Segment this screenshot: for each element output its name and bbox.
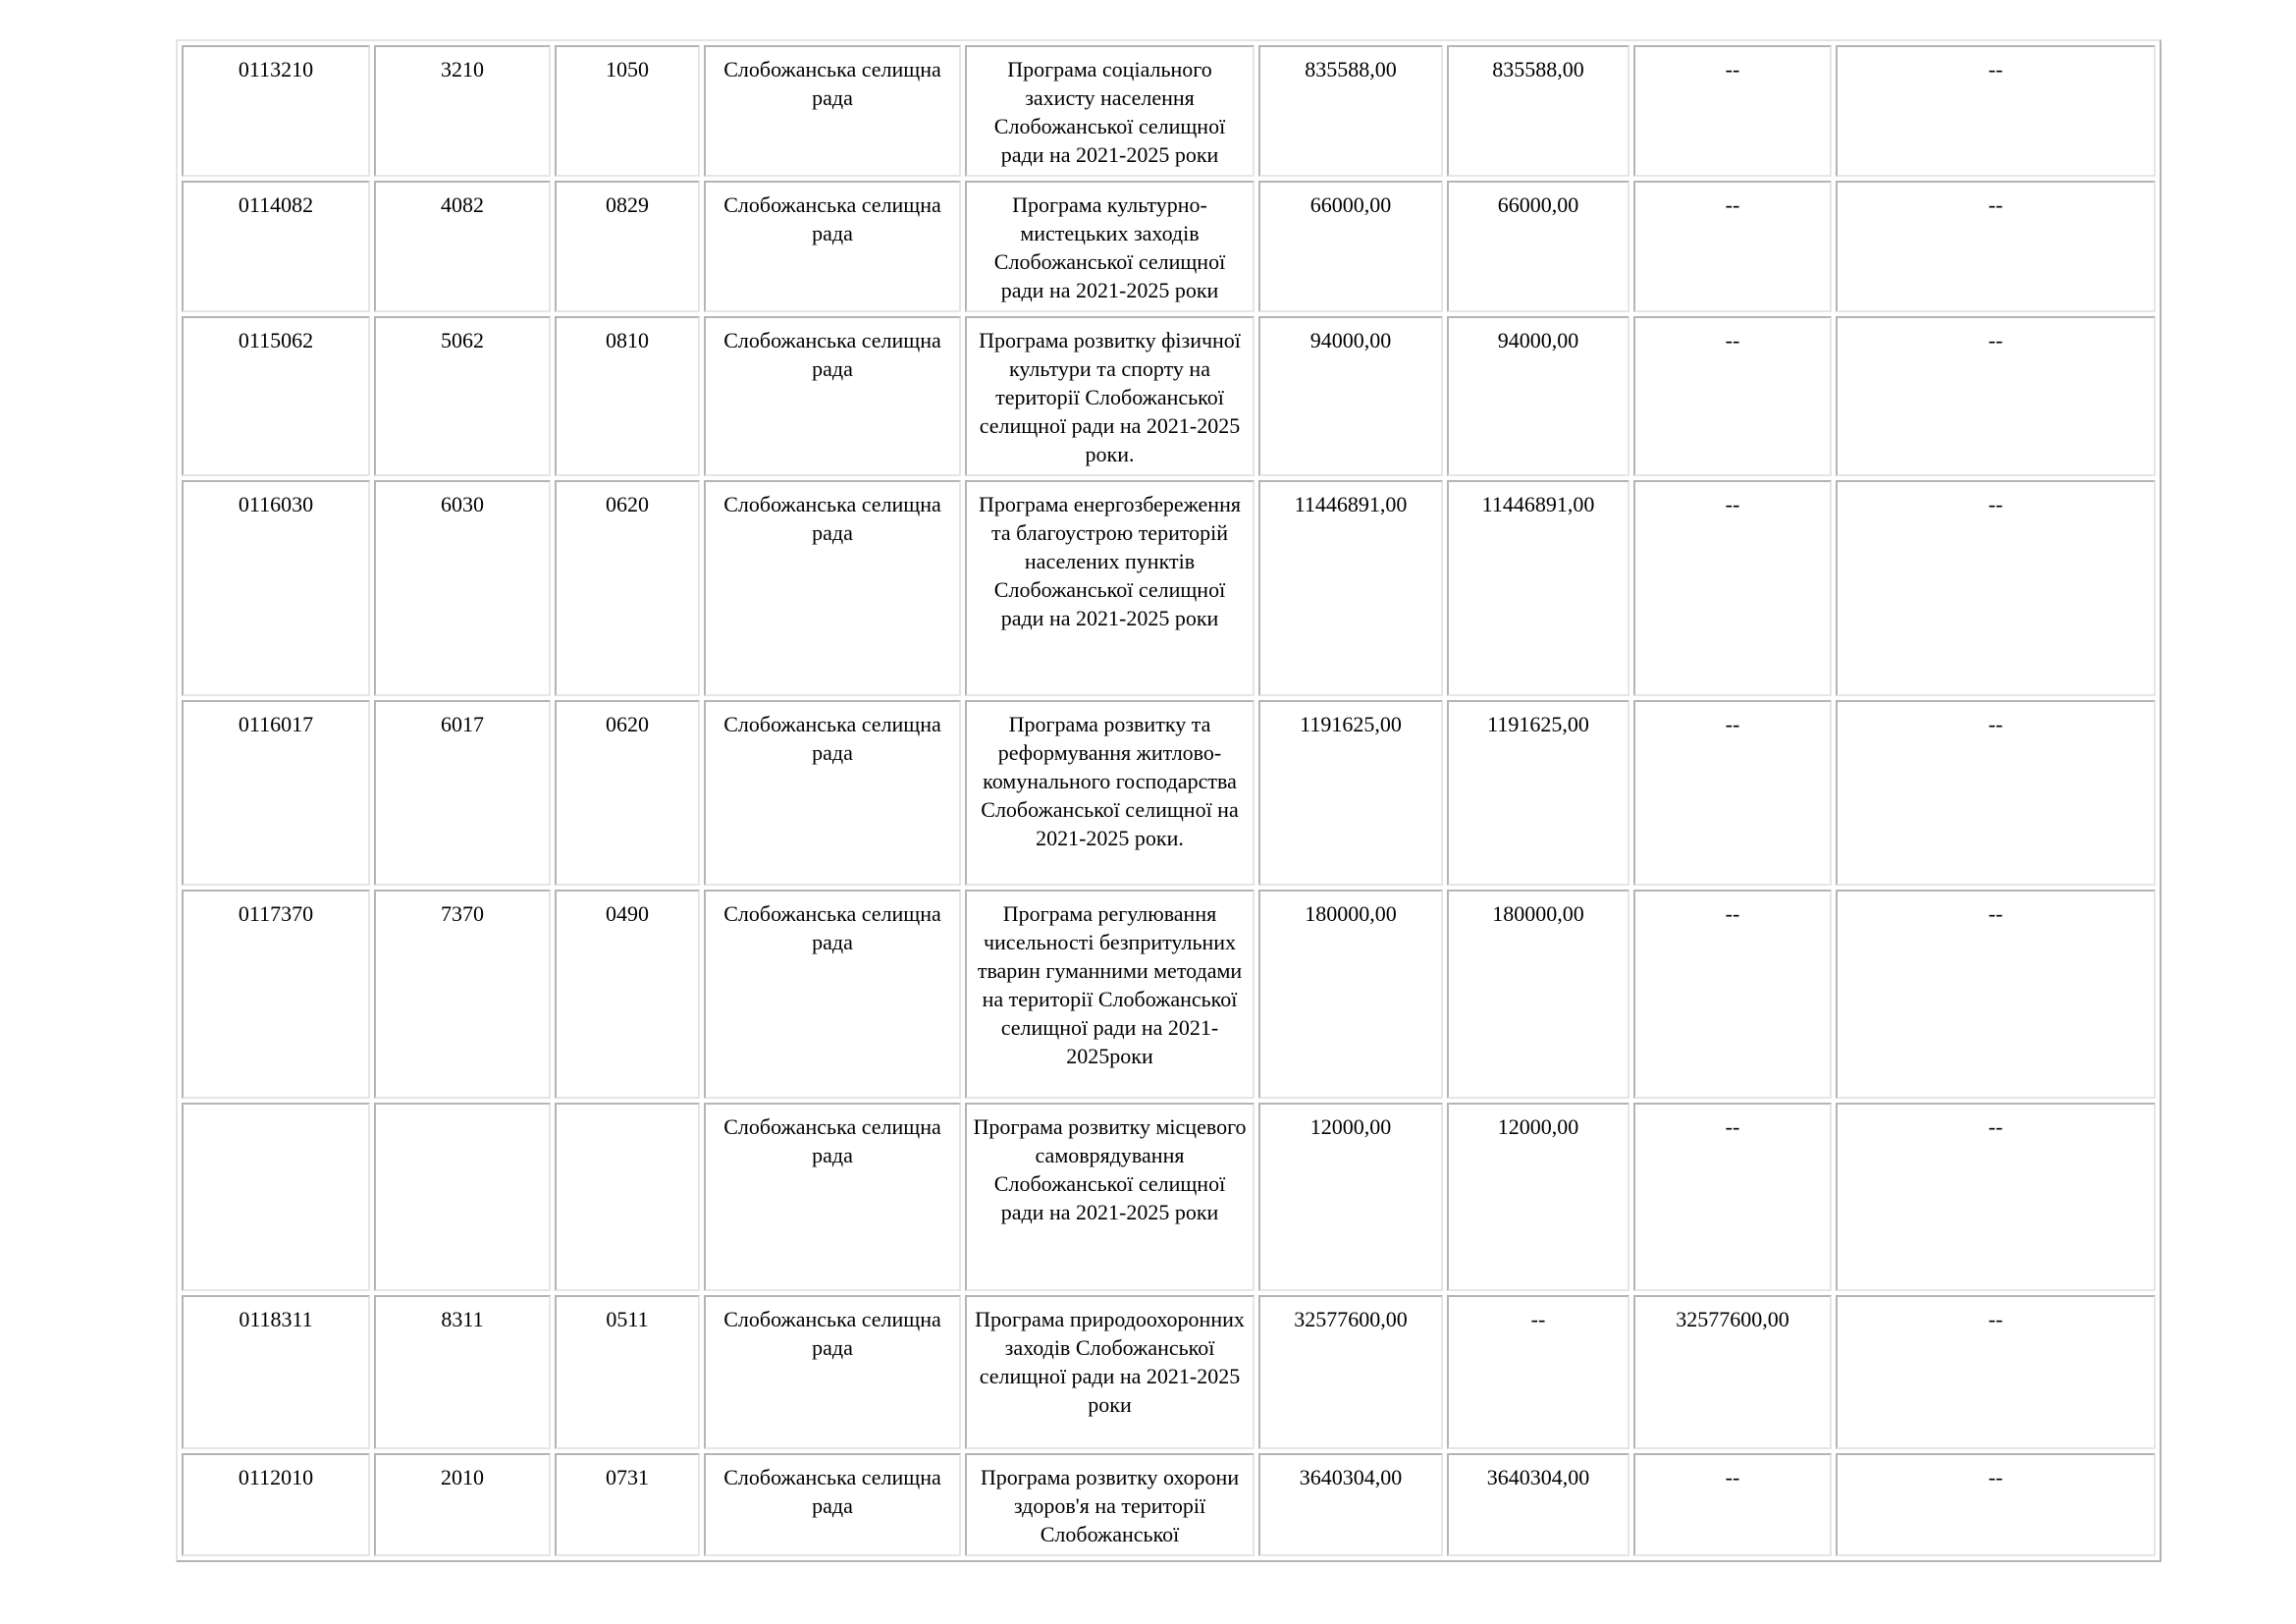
kekv-cell: 3210 <box>374 45 551 177</box>
program-name-cell: Програма регулювання чисельності безпритульних тварин гуманними методами на території Слобожанської селищної ради на 2021-2025роки <box>965 890 1255 1099</box>
kekv-cell: 6030 <box>374 480 551 696</box>
amount-total-cell: 32577600,00 <box>1258 1295 1443 1449</box>
amount-general-cell: 180000,00 <box>1447 890 1629 1099</box>
amount-other-cell: -- <box>1836 890 2156 1099</box>
amount-other-cell: -- <box>1836 1453 2156 1556</box>
program-code-cell: 0116030 <box>182 480 370 696</box>
kfk-cell: 0620 <box>555 700 700 886</box>
executor-cell: Слобожанська селищна рада <box>704 1103 961 1291</box>
kfk-cell <box>555 1103 700 1291</box>
table-row <box>182 890 2156 1099</box>
kfk-cell: 0490 <box>555 890 700 1099</box>
amount-general-cell: 94000,00 <box>1447 316 1629 476</box>
kekv-cell: 5062 <box>374 316 551 476</box>
amount-special-cell: -- <box>1633 181 1832 312</box>
program-name-cell: Програма розвитку охорони здоров'я на території Слобожанської <box>965 1453 1255 1556</box>
kfk-cell: 0810 <box>555 316 700 476</box>
amount-special-cell: 32577600,00 <box>1633 1295 1832 1449</box>
program-code-cell: 0116017 <box>182 700 370 886</box>
executor-cell: Слобожанська селищна рада <box>704 316 961 476</box>
amount-general-cell: 3640304,00 <box>1447 1453 1629 1556</box>
executor-cell: Слобожанська селищна рада <box>704 700 961 886</box>
amount-general-cell: 11446891,00 <box>1447 480 1629 696</box>
amount-other-cell: -- <box>1836 700 2156 886</box>
amount-general-cell: 66000,00 <box>1447 181 1629 312</box>
program-name-cell: Програма розвитку місцевого самоврядування Слобожанської селищної ради на 2021-2025 роки <box>965 1103 1255 1291</box>
table-body <box>182 45 2156 1556</box>
amount-total-cell: 12000,00 <box>1258 1103 1443 1291</box>
amount-general-cell: -- <box>1447 1295 1629 1449</box>
kekv-cell <box>374 1103 551 1291</box>
executor-cell: Слобожанська селищна рада <box>704 1295 961 1449</box>
kekv-cell: 7370 <box>374 890 551 1099</box>
program-name-cell: Програма енергозбереження та благоустрою територій населених пунктів Слобожанської селищної ради на 2021-2025 роки <box>965 480 1255 696</box>
program-code-cell: 0112010 <box>182 1453 370 1556</box>
amount-general-cell: 1191625,00 <box>1447 700 1629 886</box>
amount-total-cell: 66000,00 <box>1258 181 1443 312</box>
table-row <box>182 1295 2156 1449</box>
amount-total-cell: 11446891,00 <box>1258 480 1443 696</box>
amount-special-cell: -- <box>1633 1453 1832 1556</box>
amount-other-cell: -- <box>1836 181 2156 312</box>
table-row <box>182 181 2156 312</box>
amount-general-cell: 12000,00 <box>1447 1103 1629 1291</box>
kekv-cell: 6017 <box>374 700 551 886</box>
executor-cell: Слобожанська селищна рада <box>704 480 961 696</box>
amount-special-cell: -- <box>1633 45 1832 177</box>
program-code-cell: 0114082 <box>182 181 370 312</box>
kekv-cell: 2010 <box>374 1453 551 1556</box>
budget-programs-table <box>176 39 2162 1562</box>
program-code-cell: 0115062 <box>182 316 370 476</box>
amount-general-cell: 835588,00 <box>1447 45 1629 177</box>
amount-other-cell: -- <box>1836 1295 2156 1449</box>
kekv-cell: 8311 <box>374 1295 551 1449</box>
amount-special-cell: -- <box>1633 1103 1832 1291</box>
executor-cell: Слобожанська селищна рада <box>704 1453 961 1556</box>
program-name-cell: Програма розвитку та реформування житлово-комунального господарства Слобожанської селищної на 2021-2025 роки. <box>965 700 1255 886</box>
kfk-cell: 0731 <box>555 1453 700 1556</box>
program-code-cell: 0117370 <box>182 890 370 1099</box>
amount-total-cell: 180000,00 <box>1258 890 1443 1099</box>
kfk-cell: 1050 <box>555 45 700 177</box>
amount-other-cell: -- <box>1836 45 2156 177</box>
table-row <box>182 1103 2156 1291</box>
amount-special-cell: -- <box>1633 316 1832 476</box>
amount-total-cell: 835588,00 <box>1258 45 1443 177</box>
kfk-cell: 0620 <box>555 480 700 696</box>
amount-special-cell: -- <box>1633 890 1832 1099</box>
program-name-cell: Програма розвитку фізичної культури та спорту на території Слобожанської селищної ради на 2021-2025 роки. <box>965 316 1255 476</box>
executor-cell: Слобожанська селищна рада <box>704 181 961 312</box>
kfk-cell: 0511 <box>555 1295 700 1449</box>
program-code-cell: 0118311 <box>182 1295 370 1449</box>
program-name-cell: Програма соціального захисту населення Слобожанської селищної ради на 2021-2025 роки <box>965 45 1255 177</box>
amount-special-cell: -- <box>1633 480 1832 696</box>
amount-special-cell: -- <box>1633 700 1832 886</box>
kfk-cell: 0829 <box>555 181 700 312</box>
kekv-cell: 4082 <box>374 181 551 312</box>
program-name-cell: Програма природоохоронних заходів Слобожанської селищної ради на 2021-2025 роки <box>965 1295 1255 1449</box>
program-name-cell: Програма культурно-мистецьких заходів Слобожанської селищної ради на 2021-2025 роки <box>965 181 1255 312</box>
amount-total-cell: 3640304,00 <box>1258 1453 1443 1556</box>
program-code-cell: 0113210 <box>182 45 370 177</box>
amount-other-cell: -- <box>1836 480 2156 696</box>
amount-total-cell: 1191625,00 <box>1258 700 1443 886</box>
table-row <box>182 1453 2156 1556</box>
program-code-cell <box>182 1103 370 1291</box>
executor-cell: Слобожанська селищна рада <box>704 45 961 177</box>
table-row <box>182 45 2156 177</box>
executor-cell: Слобожанська селищна рада <box>704 890 961 1099</box>
table-row <box>182 316 2156 476</box>
amount-total-cell: 94000,00 <box>1258 316 1443 476</box>
table-row <box>182 700 2156 886</box>
table-row <box>182 480 2156 696</box>
amount-other-cell: -- <box>1836 316 2156 476</box>
amount-other-cell: -- <box>1836 1103 2156 1291</box>
